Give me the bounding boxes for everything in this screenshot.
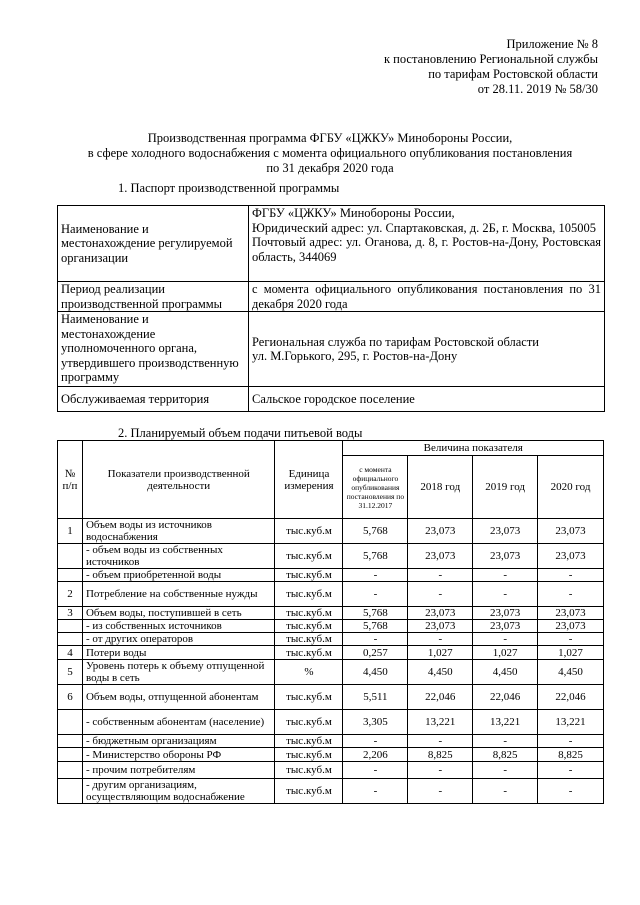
header-unit: Единица измерения <box>275 441 343 519</box>
row-value: 4,450 <box>473 660 538 685</box>
row-indicator: - прочим потребителям <box>82 762 275 779</box>
row-value: 4,450 <box>408 660 473 685</box>
row-indicator: - Министерство обороны РФ <box>82 748 275 762</box>
row-unit: тыс.куб.м <box>275 748 343 762</box>
appendix-line: от 28.11. 2019 № 58/30 <box>477 82 598 96</box>
row-value: - <box>538 582 604 607</box>
table-row <box>58 582 604 607</box>
row-value: 23,073 <box>473 519 538 544</box>
row-number: 6 <box>58 685 83 710</box>
appendix-line: Приложение № 8 <box>506 37 598 51</box>
header-year-2020: 2020 год <box>538 456 604 519</box>
row-value: 13,221 <box>473 710 538 735</box>
passport-table <box>57 205 605 412</box>
row-indicator: Объем воды, поступившей в сеть <box>82 607 275 620</box>
row-value: 3,305 <box>343 710 408 735</box>
row-value: 23,073 <box>538 544 604 569</box>
document-title <box>60 131 600 176</box>
row-unit: тыс.куб.м <box>275 633 343 646</box>
table-row <box>58 519 604 544</box>
row-value: - <box>408 569 473 582</box>
row-value: 23,073 <box>408 607 473 620</box>
passport-value <box>249 206 605 282</box>
row-value: 4,450 <box>538 660 604 685</box>
appendix-line: к постановлению Региональной службы <box>383 52 598 66</box>
header-value: Величина показателя <box>343 441 604 456</box>
row-unit: тыс.куб.м <box>275 646 343 660</box>
row-indicator: - объем воды из собственных источников <box>82 544 275 569</box>
row-value: 23,073 <box>538 607 604 620</box>
water-volume-body <box>58 519 604 804</box>
row-value: - <box>473 779 538 804</box>
title-line: Производственная программа ФГБУ «ЦЖКУ» Минобороны России, <box>147 131 513 145</box>
table-row <box>58 710 604 735</box>
row-indicator: Уровень потерь к объему отпущенной воды в сеть <box>82 660 275 685</box>
table-row <box>58 607 604 620</box>
row-value: - <box>343 569 408 582</box>
row-indicator: - объем приобретенной воды <box>82 569 275 582</box>
table-row <box>58 660 604 685</box>
title-line: в сфере холодного водоснабжения с момента официального опубликования постановления <box>87 146 573 160</box>
row-unit: тыс.куб.м <box>275 762 343 779</box>
row-unit: тыс.куб.м <box>275 685 343 710</box>
passport-value: с момента официального опубликования постановления по 31 декабря 2020 года <box>249 282 605 312</box>
table-row <box>58 620 604 633</box>
row-value: - <box>473 569 538 582</box>
row-unit: тыс.куб.м <box>275 569 343 582</box>
row-value: 23,073 <box>538 620 604 633</box>
row-value: - <box>343 582 408 607</box>
row-unit: тыс.куб.м <box>275 519 343 544</box>
row-indicator: - другим организациям, осуществляющим водоснабжение <box>82 779 275 804</box>
row-unit: тыс.куб.м <box>275 607 343 620</box>
row-indicator: - бюджетным организациям <box>82 735 275 748</box>
row-value: 23,073 <box>473 544 538 569</box>
row-value: - <box>538 762 604 779</box>
header-indicator: Показатели производственной деятельности <box>82 441 275 519</box>
row-unit: тыс.куб.м <box>275 779 343 804</box>
row-value: - <box>343 735 408 748</box>
row-value: 23,073 <box>473 620 538 633</box>
row-number <box>58 569 83 582</box>
passport-label: Наименование и местонахождение регулируемой организации <box>58 206 249 282</box>
table-row <box>58 685 604 710</box>
row-number <box>58 762 83 779</box>
row-unit: тыс.куб.м <box>275 544 343 569</box>
row-value: 23,073 <box>538 519 604 544</box>
row-value: 2,206 <box>343 748 408 762</box>
passport-value-line: Региональная служба по тарифам Ростовской области <box>252 334 539 349</box>
row-number <box>58 620 83 633</box>
row-value: - <box>538 569 604 582</box>
row-value: 22,046 <box>408 685 473 710</box>
row-value: - <box>538 779 604 804</box>
table-row <box>58 569 604 582</box>
row-value: - <box>538 735 604 748</box>
passport-value-line: ФГБУ «ЦЖКУ» Минобороны России, <box>252 206 455 220</box>
row-unit: тыс.куб.м <box>275 735 343 748</box>
row-value: - <box>343 779 408 804</box>
appendix-line: по тарифам Ростовской области <box>428 67 598 81</box>
table-row <box>58 762 604 779</box>
row-value: 13,221 <box>538 710 604 735</box>
row-value: - <box>343 633 408 646</box>
row-indicator: Потери воды <box>82 646 275 660</box>
row-value: 0,257 <box>343 646 408 660</box>
row-indicator: - из собственных источников <box>82 620 275 633</box>
row-value: 23,073 <box>473 607 538 620</box>
row-unit: тыс.куб.м <box>275 620 343 633</box>
row-value: 5,768 <box>343 607 408 620</box>
row-value: - <box>408 582 473 607</box>
row-value: 5,768 <box>343 519 408 544</box>
row-indicator: - собственным абонентам (население) <box>82 710 275 735</box>
row-value: - <box>473 633 538 646</box>
row-value: 8,825 <box>538 748 604 762</box>
row-value: 1,027 <box>473 646 538 660</box>
table-row <box>58 646 604 660</box>
row-unit: тыс.куб.м <box>275 710 343 735</box>
row-number: 1 <box>58 519 83 544</box>
row-number <box>58 633 83 646</box>
title-line: по 31 декабря 2020 года <box>266 161 394 175</box>
row-value: - <box>408 735 473 748</box>
table-row <box>58 544 604 569</box>
header-year-2019: 2019 год <box>473 456 538 519</box>
row-value: - <box>408 633 473 646</box>
row-unit: тыс.куб.м <box>275 582 343 607</box>
row-value: 23,073 <box>408 544 473 569</box>
row-indicator: Потребление на собственные нужды <box>82 582 275 607</box>
row-value: 23,073 <box>408 519 473 544</box>
table-row <box>58 779 604 804</box>
row-value: - <box>473 735 538 748</box>
row-value: 13,221 <box>408 710 473 735</box>
row-indicator: - от других операторов <box>82 633 275 646</box>
water-volume-table <box>57 440 604 804</box>
passport-value-line: Почтовый адрес: ул. Оганова, д. 8, г. Ростов-на-Дону, Ростовская область, 344069 <box>252 235 601 264</box>
header-period: с момента официального опубликования постановления по 31.12.2017 <box>343 456 408 519</box>
row-number <box>58 748 83 762</box>
table-row <box>58 735 604 748</box>
table-row <box>58 748 604 762</box>
passport-value-line: ул. М.Горького, 295, г. Ростов-на-Дону <box>252 349 458 363</box>
row-number <box>58 735 83 748</box>
row-value: - <box>343 762 408 779</box>
header-year-2018: 2018 год <box>408 456 473 519</box>
row-value: 5,511 <box>343 685 408 710</box>
section-heading-passport: 1. Паспорт производственной программы <box>118 181 340 195</box>
row-indicator: Объем воды из источников водоснабжения <box>82 519 275 544</box>
row-value: 8,825 <box>408 748 473 762</box>
row-value: 8,825 <box>473 748 538 762</box>
passport-label: Наименование и местонахождение уполномоченного органа, утвердившего производственную программу <box>58 312 249 387</box>
row-value: 22,046 <box>473 685 538 710</box>
passport-label: Обслуживаемая территория <box>58 387 249 412</box>
row-value: - <box>473 762 538 779</box>
row-value: 5,768 <box>343 620 408 633</box>
passport-value <box>249 312 605 387</box>
row-indicator: Объем воды, отпущенной абонентам <box>82 685 275 710</box>
appendix-header <box>384 37 598 97</box>
header-number: № п/п <box>58 441 83 519</box>
row-value: 22,046 <box>538 685 604 710</box>
row-value: 1,027 <box>538 646 604 660</box>
section-heading-volume: 2. Планируемый объем подачи питьевой воды <box>118 426 363 440</box>
passport-value-line: Юридический адрес: ул. Спартаковская, д. 2Б, г. Москва, 105005 <box>252 220 597 235</box>
row-value: - <box>473 582 538 607</box>
row-number: 2 <box>58 582 83 607</box>
row-number: 5 <box>58 660 83 685</box>
row-value: 1,027 <box>408 646 473 660</box>
table-row <box>58 633 604 646</box>
passport-label: Период реализации производственной программы <box>58 282 249 312</box>
row-unit: % <box>275 660 343 685</box>
row-number <box>58 779 83 804</box>
row-number <box>58 710 83 735</box>
passport-value: Сальское городское поселение <box>249 387 605 412</box>
row-value: - <box>408 762 473 779</box>
row-number: 3 <box>58 607 83 620</box>
row-value: 23,073 <box>408 620 473 633</box>
row-number <box>58 544 83 569</box>
row-value: 5,768 <box>343 544 408 569</box>
row-value: 4,450 <box>343 660 408 685</box>
row-value: - <box>538 633 604 646</box>
row-number: 4 <box>58 646 83 660</box>
row-value: - <box>408 779 473 804</box>
